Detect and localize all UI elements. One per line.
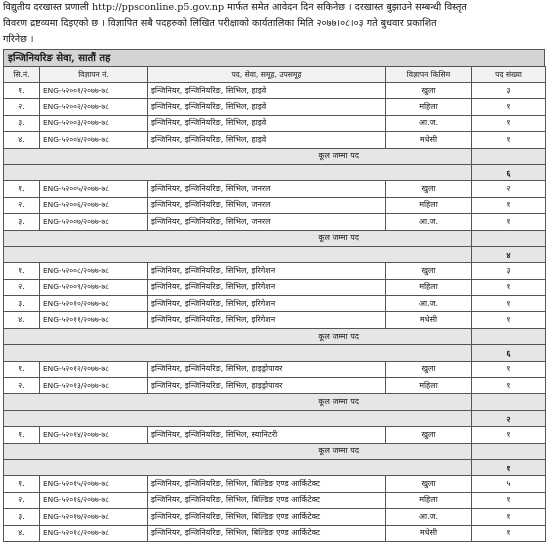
header-sn: सि.नं. (4, 67, 40, 83)
cell-ad-type: महिला (386, 279, 472, 295)
cell-count: १ (472, 296, 546, 312)
cell-count: १ (472, 132, 546, 148)
table-row (4, 296, 546, 312)
total-value-gap (4, 459, 472, 475)
cell-ad-no: ENG-५२००९/२०७७-७८ (40, 279, 148, 295)
cell-ad-no: ENG-५२००६/२०७७-७८ (40, 197, 148, 213)
cell-ad-no: ENG-५२०१७/२०७७-७८ (40, 509, 148, 525)
cell-ad-type: महिला (386, 492, 472, 508)
cell-count: २ (472, 181, 546, 197)
cell-ad-type: आ.ज. (386, 214, 472, 230)
cell-ad-no: ENG-५२००४/२०७७-७८ (40, 132, 148, 148)
cell-ad-no: ENG-५२००७/२०७७-७८ (40, 214, 148, 230)
cell-ad-no: ENG-५२००१/२०७७-७८ (40, 83, 148, 99)
table-row (4, 132, 546, 148)
cell-ad-type: आ.ज. (386, 509, 472, 525)
total-value: २ (472, 410, 546, 426)
cell-count: १ (472, 427, 546, 443)
cell-post: इन्जिनियर, इन्जिनियरिङ, सिभिल, हाइड्रोपावर (148, 361, 386, 377)
table-body (4, 83, 546, 542)
cell-ad-no: ENG-५२०१२/२०७७-७८ (40, 361, 148, 377)
cell-ad-type: मधेसी (386, 312, 472, 328)
cell-sn: १. (4, 263, 40, 279)
total-gap (472, 328, 546, 344)
cell-count: १ (472, 214, 546, 230)
cell-count: ५ (472, 476, 546, 492)
total-value-gap (4, 410, 472, 426)
cell-post: इन्जिनियर, इन्जिनियरिङ, सिभिल, हाइवे (148, 83, 386, 99)
cell-ad-no: ENG-५२०१८/२०७७-७८ (40, 525, 148, 541)
header-count: पद संख्या (472, 67, 546, 83)
table-row (4, 312, 546, 328)
total-value: ६ (472, 164, 546, 180)
total-label: कूल जम्मा पद (4, 328, 472, 344)
total-row (4, 230, 546, 246)
cell-post: इन्जिनियर, इन्जिनियरिङ, सिभिल, हाइवे (148, 99, 386, 115)
cell-count: १ (472, 361, 546, 377)
cell-ad-no: ENG-५२०१०/२०७७-७८ (40, 296, 148, 312)
cell-sn: २. (4, 279, 40, 295)
total-label: कूल जम्मा पद (4, 230, 472, 246)
table-row (4, 214, 546, 230)
cell-count: १ (472, 279, 546, 295)
total-value-gap (4, 164, 472, 180)
cell-ad-type: महिला (386, 197, 472, 213)
cell-sn: १. (4, 476, 40, 492)
cell-sn: ३. (4, 296, 40, 312)
cell-ad-no: ENG-५२०१५/२०७७-७८ (40, 476, 148, 492)
cell-post: इन्जिनियर, इन्जिनियरिङ, सिभिल, इरिगेशन (148, 279, 386, 295)
total-value-gap (4, 345, 472, 361)
total-label: कूल जम्मा पद (4, 443, 472, 459)
total-gap (472, 230, 546, 246)
cell-sn: २. (4, 99, 40, 115)
cell-sn: २. (4, 492, 40, 508)
cell-post: इन्जिनियर, इन्जिनियरिङ, सिभिल, बिल्डिङ एण्ड आर्किटेक्ट (148, 476, 386, 492)
cell-ad-type: खुला (386, 361, 472, 377)
total-row (4, 328, 546, 344)
cell-ad-no: ENG-५२००२/२०७७-७८ (40, 99, 148, 115)
table-row (4, 361, 546, 377)
intro-line-2: विवरण द्रष्टव्यमा दिइएको छ । विज्ञापित सबै पदहरुको लिखित परीक्षाको कार्यतालिका मिति २०७७।०८।०३ गते बुधवार प्रकाशित (3, 18, 437, 29)
total-row (4, 443, 546, 459)
total-label: कूल जम्मा पद (4, 394, 472, 410)
total-value: १ (472, 459, 546, 475)
cell-ad-type: खुला (386, 263, 472, 279)
table-row (4, 378, 546, 394)
cell-post: इन्जिनियर, इन्जिनियरिङ, सिभिल, हाइवे (148, 115, 386, 131)
table-header-row (4, 67, 546, 83)
cell-post: इन्जिनियर, इन्जिनियरिङ, सिभिल, बिल्डिङ एण्ड आर्किटेक्ट (148, 509, 386, 525)
cell-count: ३ (472, 263, 546, 279)
cell-count: १ (472, 115, 546, 131)
cell-sn: ३. (4, 115, 40, 131)
cell-post: इन्जिनियर, इन्जिनियरिङ, सिभिल, इरिगेशन (148, 296, 386, 312)
total-value: ६ (472, 345, 546, 361)
table-row (4, 509, 546, 525)
cell-sn: १. (4, 427, 40, 443)
cell-sn: ४. (4, 312, 40, 328)
total-value-gap (4, 246, 472, 262)
cell-count: १ (472, 197, 546, 213)
total-gap (472, 148, 546, 164)
total-gap (472, 394, 546, 410)
cell-ad-type: मधेसी (386, 132, 472, 148)
intro-paragraph (3, 0, 545, 48)
cell-sn: २. (4, 378, 40, 394)
intro-line-1: विद्युतीय दरखास्त प्रणाली http://ppsconline.p5.gov.np मार्फत समेत आवेदन दिन सकिनेछ । दरखास्त बुझाउने सम्बन्धी विस्तृत (3, 2, 467, 13)
cell-ad-type: मधेसी (386, 525, 472, 541)
cell-ad-type: खुला (386, 181, 472, 197)
total-gap (472, 443, 546, 459)
table-row (4, 115, 546, 131)
total-label: कूल जम्मा पद (4, 148, 472, 164)
cell-post: इन्जिनियर, इन्जिनियरिङ, सिभिल, इरिगेशन (148, 312, 386, 328)
table-row (4, 99, 546, 115)
cell-sn: १. (4, 83, 40, 99)
cell-sn: १. (4, 181, 40, 197)
cell-ad-no: ENG-५२०१४/२०७७-७८ (40, 427, 148, 443)
cell-post: इन्जिनियर, इन्जिनियरिङ, सिभिल, जनरल (148, 197, 386, 213)
header-ad-type: विज्ञापन किसिम (386, 67, 472, 83)
header-post: पद, सेवा, समूह, उपसमूह (148, 67, 386, 83)
cell-ad-no: ENG-५२००३/२०७७-७८ (40, 115, 148, 131)
table-row (4, 492, 546, 508)
cell-post: इन्जिनियर, इन्जिनियरिङ, सिभिल, इरिगेशन (148, 263, 386, 279)
cell-count: १ (472, 492, 546, 508)
table-row (4, 181, 546, 197)
cell-count: १ (472, 525, 546, 541)
cell-ad-no: ENG-५२००५/२०७७-७८ (40, 181, 148, 197)
cell-ad-type: महिला (386, 378, 472, 394)
cell-ad-type: महिला (386, 99, 472, 115)
cell-sn: ४. (4, 525, 40, 541)
total-row (4, 394, 546, 410)
cell-post: इन्जिनियर, इन्जिनियरिङ, सिभिल, बिल्डिङ एण्ड आर्किटेक्ट (148, 492, 386, 508)
table-row (4, 83, 546, 99)
vacancy-table (3, 66, 546, 542)
cell-ad-type: आ.ज. (386, 296, 472, 312)
total-value-row (4, 459, 546, 475)
cell-post: इन्जिनियर, इन्जिनियरिङ, सिभिल, बिल्डिङ एण्ड आर्किटेक्ट (148, 525, 386, 541)
cell-ad-type: आ.ज. (386, 115, 472, 131)
cell-ad-type: खुला (386, 83, 472, 99)
table-row (4, 525, 546, 541)
cell-count: १ (472, 312, 546, 328)
cell-post: इन्जिनियर, इन्जिनियरिङ, सिभिल, हाइवे (148, 132, 386, 148)
cell-ad-no: ENG-५२०११/२०७७-७८ (40, 312, 148, 328)
intro-line-3: गरिनेछ । (3, 34, 34, 45)
total-value-row (4, 164, 546, 180)
cell-ad-type: खुला (386, 476, 472, 492)
table-row (4, 279, 546, 295)
table-row (4, 263, 546, 279)
cell-count: १ (472, 509, 546, 525)
table-row (4, 197, 546, 213)
cell-sn: ४. (4, 132, 40, 148)
total-value-row (4, 246, 546, 262)
total-value-row (4, 410, 546, 426)
cell-post: इन्जिनियर, इन्जिनियरिङ, सिभिल, जनरल (148, 181, 386, 197)
cell-post: इन्जिनियर, इन्जिनियरिङ, सिभिल, जनरल (148, 214, 386, 230)
cell-post: इन्जिनियर, इन्जिनियरिङ, सिभिल, हाइड्रोपावर (148, 378, 386, 394)
table-row (4, 476, 546, 492)
total-row (4, 148, 546, 164)
cell-ad-no: ENG-५२०१३/२०७७-७८ (40, 378, 148, 394)
cell-count: १ (472, 99, 546, 115)
cell-sn: १. (4, 361, 40, 377)
cell-count: ३ (472, 83, 546, 99)
cell-ad-type: खुला (386, 427, 472, 443)
cell-sn: २. (4, 197, 40, 213)
cell-ad-no: ENG-५२००८/२०७७-७८ (40, 263, 148, 279)
cell-post: इन्जिनियर, इन्जिनियरिङ, सिभिल, स्यानिटरी (148, 427, 386, 443)
cell-count: १ (472, 378, 546, 394)
section-title: इन्जिनियरिङ सेवा, सातौं तह (3, 49, 545, 67)
header-ad-no: विज्ञापन नं. (40, 67, 148, 83)
table-row (4, 427, 546, 443)
total-value: ४ (472, 246, 546, 262)
total-value-row (4, 345, 546, 361)
cell-sn: ३. (4, 214, 40, 230)
cell-sn: ३. (4, 509, 40, 525)
cell-ad-no: ENG-५२०१६/२०७७-७८ (40, 492, 148, 508)
